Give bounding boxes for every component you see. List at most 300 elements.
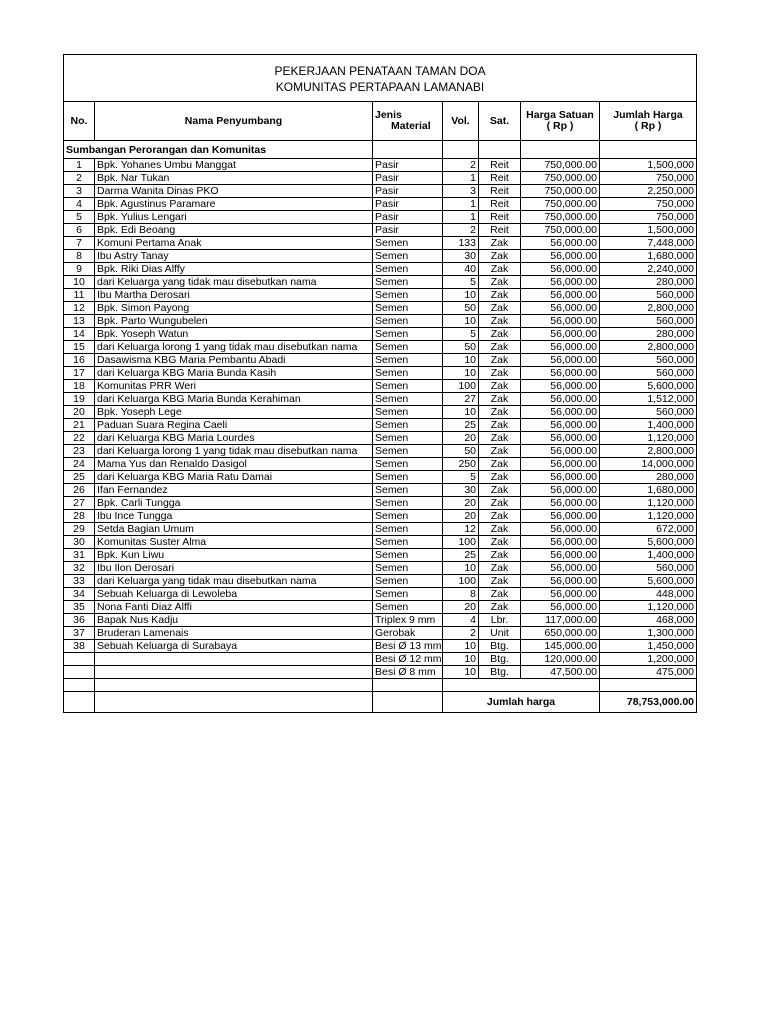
cell-harga-satuan: 56,000.00 xyxy=(521,575,600,588)
cell-no: 38 xyxy=(64,640,95,653)
cell-nama: dari Keluarga lorong 1 yang tidak mau disebutkan nama xyxy=(95,341,373,354)
total-cell-empty xyxy=(373,692,443,713)
cell-harga-satuan: 56,000.00 xyxy=(521,263,600,276)
document-title xyxy=(64,55,697,102)
cell-harga-satuan: 145,000.00 xyxy=(521,640,600,653)
table-row xyxy=(64,224,697,237)
cell-jumlah-harga: 560,000 xyxy=(600,562,697,575)
cell-vol: 100 xyxy=(443,536,479,549)
cell-jenis: Semen xyxy=(373,484,443,497)
cell-harga-satuan: 56,000.00 xyxy=(521,484,600,497)
table-row xyxy=(64,185,697,198)
cell-no: 6 xyxy=(64,224,95,237)
cell-vol: 10 xyxy=(443,289,479,302)
cell-jumlah-harga: 560,000 xyxy=(600,367,697,380)
cell-nama: Bpk. Edi Beoang xyxy=(95,224,373,237)
cell-jenis: Semen xyxy=(373,302,443,315)
cell-jenis: Pasir xyxy=(373,172,443,185)
cell-vol: 12 xyxy=(443,523,479,536)
cell-jumlah-harga: 1,400,000 xyxy=(600,549,697,562)
total-value: 78,753,000.00 xyxy=(600,692,697,713)
cell-nama: Komunitas Suster Alma xyxy=(95,536,373,549)
cell-jenis: Semen xyxy=(373,315,443,328)
cell-harga-satuan: 56,000.00 xyxy=(521,406,600,419)
cell-jumlah-harga: 1,120,000 xyxy=(600,510,697,523)
cell-vol: 20 xyxy=(443,497,479,510)
cell-vol: 20 xyxy=(443,510,479,523)
title-line-1: PEKERJAAN PENATAAN TAMAN DOA xyxy=(274,64,486,78)
cell-jenis: Semen xyxy=(373,536,443,549)
cell-jenis: Semen xyxy=(373,549,443,562)
cell-harga-satuan: 120,000.00 xyxy=(521,653,600,666)
cell-sat: Zak xyxy=(479,510,521,523)
cell-vol: 20 xyxy=(443,432,479,445)
cell-vol: 100 xyxy=(443,380,479,393)
cell-nama: Bpk. Yoseph Lege xyxy=(95,406,373,419)
header-material: Material xyxy=(391,120,431,132)
cell-harga-satuan: 56,000.00 xyxy=(521,549,600,562)
cell-no: 28 xyxy=(64,510,95,523)
cell-harga-satuan: 750,000.00 xyxy=(521,185,600,198)
cell-harga-satuan: 56,000.00 xyxy=(521,445,600,458)
cell-jenis: Triplex 9 mm xyxy=(373,614,443,627)
cell-jumlah-harga: 1,200,000 xyxy=(600,653,697,666)
cell-sat: Reit xyxy=(479,185,521,198)
table-row xyxy=(64,315,697,328)
cell-jumlah-harga: 1,450,000 xyxy=(600,640,697,653)
cell-no: 19 xyxy=(64,393,95,406)
table-row xyxy=(64,393,697,406)
cell-jumlah-harga: 448,000 xyxy=(600,588,697,601)
blank-row xyxy=(64,679,697,692)
cell-jenis: Semen xyxy=(373,237,443,250)
cell-vol: 50 xyxy=(443,445,479,458)
cell-no: 7 xyxy=(64,237,95,250)
total-cell-empty xyxy=(95,692,373,713)
cell-nama: dari Keluarga lorong 1 yang tidak mau disebutkan nama xyxy=(95,445,373,458)
cell-jumlah-harga: 2,800,000 xyxy=(600,445,697,458)
cell-harga-satuan: 56,000.00 xyxy=(521,419,600,432)
table-row xyxy=(64,497,697,510)
cell-jumlah-harga: 7,448,000 xyxy=(600,237,697,250)
cell-harga-satuan: 650,000.00 xyxy=(521,627,600,640)
cell-harga-satuan: 750,000.00 xyxy=(521,172,600,185)
cell-jumlah-harga: 5,600,000 xyxy=(600,380,697,393)
cell-nama: Ibu Martha Derosari xyxy=(95,289,373,302)
cell-vol: 4 xyxy=(443,614,479,627)
cell-sat: Reit xyxy=(479,211,521,224)
cell-harga-satuan: 750,000.00 xyxy=(521,198,600,211)
cell-jenis: Semen xyxy=(373,601,443,614)
cell-jumlah-harga: 1,120,000 xyxy=(600,497,697,510)
cell-harga-satuan: 56,000.00 xyxy=(521,315,600,328)
section-cell-empty xyxy=(600,141,697,159)
cell-jenis: Semen xyxy=(373,445,443,458)
cell-jumlah-harga: 2,800,000 xyxy=(600,341,697,354)
cell-vol: 2 xyxy=(443,627,479,640)
section-cell-empty xyxy=(521,141,600,159)
cell-sat: Zak xyxy=(479,484,521,497)
cell-vol: 10 xyxy=(443,562,479,575)
cell-jumlah-harga: 1,512,000 xyxy=(600,393,697,406)
cell-nama: Bpk. Carli Tungga xyxy=(95,497,373,510)
cell-jenis: Semen xyxy=(373,250,443,263)
cell-sat: Zak xyxy=(479,367,521,380)
table-row xyxy=(64,419,697,432)
table-row xyxy=(64,367,697,380)
spreadsheet xyxy=(63,54,696,713)
cell-no: 35 xyxy=(64,601,95,614)
cell-jenis: Pasir xyxy=(373,211,443,224)
cell-vol: 5 xyxy=(443,328,479,341)
table-row xyxy=(64,575,697,588)
cell-jumlah-harga: 750,000 xyxy=(600,172,697,185)
cell-nama: Sebuah Keluarga di Surabaya xyxy=(95,640,373,653)
section-cell-empty xyxy=(479,141,521,159)
section-label: Sumbangan Perorangan dan Komunitas xyxy=(64,141,373,159)
cell-no: 25 xyxy=(64,471,95,484)
cell-jumlah-harga: 560,000 xyxy=(600,406,697,419)
table-row xyxy=(64,627,697,640)
donation-table xyxy=(63,54,697,713)
cell-nama: dari Keluarga yang tidak mau disebutkan nama xyxy=(95,276,373,289)
table-row xyxy=(64,562,697,575)
cell-vol: 30 xyxy=(443,484,479,497)
cell-jenis: Semen xyxy=(373,458,443,471)
blank-cell xyxy=(373,679,443,692)
cell-vol: 5 xyxy=(443,471,479,484)
table-row xyxy=(64,198,697,211)
cell-harga-satuan: 56,000.00 xyxy=(521,237,600,250)
cell-sat: Zak xyxy=(479,562,521,575)
cell-harga-satuan: 56,000.00 xyxy=(521,471,600,484)
cell-nama: Bpk. Parto Wungubelen xyxy=(95,315,373,328)
cell-nama: Bpk. Riki Dias Alffy xyxy=(95,263,373,276)
cell-jumlah-harga: 5,600,000 xyxy=(600,536,697,549)
cell-vol: 20 xyxy=(443,601,479,614)
section-cell-empty xyxy=(443,141,479,159)
header-nama: Nama Penyumbang xyxy=(95,102,373,141)
cell-nama: Bruderan Lamenais xyxy=(95,627,373,640)
cell-sat: Zak xyxy=(479,419,521,432)
cell-vol: 3 xyxy=(443,185,479,198)
cell-jenis: Semen xyxy=(373,406,443,419)
cell-harga-satuan: 56,000.00 xyxy=(521,354,600,367)
header-jenis-material xyxy=(373,102,443,141)
header-harga-satuan-label: Harga Satuan xyxy=(526,109,594,121)
cell-no: 8 xyxy=(64,250,95,263)
cell-harga-satuan: 56,000.00 xyxy=(521,536,600,549)
cell-vol: 1 xyxy=(443,172,479,185)
cell-no xyxy=(64,653,95,666)
cell-vol: 50 xyxy=(443,302,479,315)
table-row xyxy=(64,523,697,536)
cell-nama: Bpk. Yohanes Umbu Manggat xyxy=(95,159,373,172)
cell-no: 12 xyxy=(64,302,95,315)
cell-sat: Zak xyxy=(479,341,521,354)
cell-nama: Darma Wanita Dinas PKO xyxy=(95,185,373,198)
cell-jenis: Semen xyxy=(373,510,443,523)
cell-nama xyxy=(95,653,373,666)
cell-nama: dari Keluarga yang tidak mau disebutkan nama xyxy=(95,575,373,588)
cell-sat: Zak xyxy=(479,497,521,510)
table-row xyxy=(64,237,697,250)
cell-harga-satuan: 56,000.00 xyxy=(521,302,600,315)
cell-jumlah-harga: 1,680,000 xyxy=(600,250,697,263)
cell-sat: Reit xyxy=(479,224,521,237)
table-row xyxy=(64,211,697,224)
section-row xyxy=(64,141,697,159)
cell-jumlah-harga: 1,400,000 xyxy=(600,419,697,432)
cell-sat: Zak xyxy=(479,315,521,328)
cell-jumlah-harga: 280,000 xyxy=(600,471,697,484)
cell-vol: 10 xyxy=(443,653,479,666)
cell-jumlah-harga: 2,250,000 xyxy=(600,185,697,198)
cell-jenis: Semen xyxy=(373,328,443,341)
total-label: Jumlah harga xyxy=(443,692,600,713)
cell-jenis: Semen xyxy=(373,419,443,432)
cell-harga-satuan: 56,000.00 xyxy=(521,523,600,536)
header-jumlah-harga-unit: ( Rp ) xyxy=(634,120,662,132)
header-jumlah-harga-label: Jumlah Harga xyxy=(613,109,683,121)
cell-harga-satuan: 56,000.00 xyxy=(521,510,600,523)
cell-no: 32 xyxy=(64,562,95,575)
cell-jumlah-harga: 1,120,000 xyxy=(600,432,697,445)
cell-jumlah-harga: 1,500,000 xyxy=(600,224,697,237)
cell-vol: 40 xyxy=(443,263,479,276)
cell-sat: Zak xyxy=(479,523,521,536)
table-row xyxy=(64,328,697,341)
header-sat: Sat. xyxy=(479,102,521,141)
cell-harga-satuan: 56,000.00 xyxy=(521,497,600,510)
cell-no: 9 xyxy=(64,263,95,276)
cell-sat: Btg. xyxy=(479,653,521,666)
cell-no: 24 xyxy=(64,458,95,471)
table-row xyxy=(64,159,697,172)
cell-no: 18 xyxy=(64,380,95,393)
cell-no: 29 xyxy=(64,523,95,536)
cell-nama: Ibu Ilon Derosari xyxy=(95,562,373,575)
cell-sat: Zak xyxy=(479,289,521,302)
cell-harga-satuan: 56,000.00 xyxy=(521,276,600,289)
cell-jumlah-harga: 1,500,000 xyxy=(600,159,697,172)
cell-nama: dari Keluarga KBG Maria Ratu Damai xyxy=(95,471,373,484)
cell-vol: 8 xyxy=(443,588,479,601)
cell-sat: Btg. xyxy=(479,640,521,653)
cell-sat: Zak xyxy=(479,536,521,549)
table-row xyxy=(64,445,697,458)
cell-harga-satuan: 56,000.00 xyxy=(521,562,600,575)
cell-no: 34 xyxy=(64,588,95,601)
cell-nama: Setda Bagian Umum xyxy=(95,523,373,536)
cell-nama: Bpk. Simon Payong xyxy=(95,302,373,315)
cell-sat: Btg. xyxy=(479,666,521,679)
cell-jenis: Besi Ø 12 mm xyxy=(373,653,443,666)
cell-jenis: Semen xyxy=(373,341,443,354)
cell-sat: Zak xyxy=(479,601,521,614)
table-row xyxy=(64,458,697,471)
cell-jenis: Besi Ø 13 mm xyxy=(373,640,443,653)
cell-no: 2 xyxy=(64,172,95,185)
cell-harga-satuan: 56,000.00 xyxy=(521,588,600,601)
cell-nama xyxy=(95,666,373,679)
cell-nama: Ibu Ince Tungga xyxy=(95,510,373,523)
table-row xyxy=(64,601,697,614)
cell-vol: 133 xyxy=(443,237,479,250)
cell-vol: 10 xyxy=(443,666,479,679)
cell-nama: Paduan Suara Regina Caeli xyxy=(95,419,373,432)
blank-cell xyxy=(600,679,697,692)
cell-jumlah-harga: 2,240,000 xyxy=(600,263,697,276)
cell-sat: Zak xyxy=(479,328,521,341)
cell-nama: Mama Yus dan Renaldo Dasigol xyxy=(95,458,373,471)
cell-jenis: Semen xyxy=(373,367,443,380)
table-row xyxy=(64,341,697,354)
cell-jumlah-harga: 560,000 xyxy=(600,354,697,367)
table-row xyxy=(64,510,697,523)
table-row xyxy=(64,640,697,653)
cell-vol: 250 xyxy=(443,458,479,471)
cell-vol: 1 xyxy=(443,211,479,224)
cell-nama: Komuni Pertama Anak xyxy=(95,237,373,250)
cell-sat: Zak xyxy=(479,237,521,250)
cell-sat: Reit xyxy=(479,198,521,211)
cell-sat: Zak xyxy=(479,406,521,419)
cell-jenis: Semen xyxy=(373,471,443,484)
cell-vol: 2 xyxy=(443,224,479,237)
cell-nama: Ifan Fernandez xyxy=(95,484,373,497)
header-jenis: Jenis xyxy=(375,109,402,121)
title-line-2: KOMUNITAS PERTAPAAN LAMANABI xyxy=(275,80,485,94)
cell-harga-satuan: 56,000.00 xyxy=(521,328,600,341)
cell-no: 11 xyxy=(64,289,95,302)
cell-jenis: Pasir xyxy=(373,159,443,172)
cell-no: 13 xyxy=(64,315,95,328)
cell-nama: Bpk. Yulius Lengari xyxy=(95,211,373,224)
header-harga-satuan xyxy=(521,102,600,141)
cell-no: 23 xyxy=(64,445,95,458)
table-row xyxy=(64,666,697,679)
cell-vol: 10 xyxy=(443,354,479,367)
cell-sat: Zak xyxy=(479,302,521,315)
cell-no: 16 xyxy=(64,354,95,367)
cell-sat: Zak xyxy=(479,263,521,276)
cell-no: 37 xyxy=(64,627,95,640)
table-row xyxy=(64,614,697,627)
total-row xyxy=(64,692,697,713)
cell-no: 3 xyxy=(64,185,95,198)
cell-jumlah-harga: 468,000 xyxy=(600,614,697,627)
cell-no: 30 xyxy=(64,536,95,549)
header-vol: Vol. xyxy=(443,102,479,141)
cell-jenis: Semen xyxy=(373,588,443,601)
header-row xyxy=(64,102,697,141)
table-row xyxy=(64,354,697,367)
cell-nama: Nona Fanti Diaz Alffi xyxy=(95,601,373,614)
blank-cell xyxy=(95,679,373,692)
cell-sat: Lbr. xyxy=(479,614,521,627)
cell-jumlah-harga: 280,000 xyxy=(600,328,697,341)
cell-harga-satuan: 56,000.00 xyxy=(521,432,600,445)
cell-jenis: Semen xyxy=(373,263,443,276)
cell-sat: Reit xyxy=(479,172,521,185)
table-row xyxy=(64,588,697,601)
cell-jumlah-harga: 1,680,000 xyxy=(600,484,697,497)
header-harga-satuan-unit: ( Rp ) xyxy=(546,120,574,132)
section-cell-empty xyxy=(373,141,443,159)
cell-jumlah-harga: 5,600,000 xyxy=(600,575,697,588)
cell-no: 31 xyxy=(64,549,95,562)
cell-no: 27 xyxy=(64,497,95,510)
cell-nama: Bpk. Yoseph Watun xyxy=(95,328,373,341)
cell-jenis: Besi Ø 8 mm xyxy=(373,666,443,679)
cell-harga-satuan: 750,000.00 xyxy=(521,224,600,237)
cell-vol: 1 xyxy=(443,198,479,211)
table-row xyxy=(64,484,697,497)
cell-jenis: Gerobak xyxy=(373,627,443,640)
cell-jenis: Semen xyxy=(373,523,443,536)
table-row xyxy=(64,250,697,263)
cell-sat: Unit xyxy=(479,627,521,640)
cell-sat: Zak xyxy=(479,276,521,289)
cell-sat: Zak xyxy=(479,471,521,484)
cell-jenis: Semen xyxy=(373,380,443,393)
cell-sat: Zak xyxy=(479,380,521,393)
cell-harga-satuan: 56,000.00 xyxy=(521,341,600,354)
cell-harga-satuan: 750,000.00 xyxy=(521,159,600,172)
cell-jenis: Semen xyxy=(373,432,443,445)
cell-jumlah-harga: 280,000 xyxy=(600,276,697,289)
cell-no: 5 xyxy=(64,211,95,224)
cell-harga-satuan: 47,500.00 xyxy=(521,666,600,679)
table-row xyxy=(64,549,697,562)
cell-vol: 5 xyxy=(443,276,479,289)
table-row xyxy=(64,263,697,276)
cell-no: 10 xyxy=(64,276,95,289)
cell-jenis: Semen xyxy=(373,575,443,588)
cell-no xyxy=(64,666,95,679)
cell-nama: Bpk. Nar Tukan xyxy=(95,172,373,185)
cell-vol: 2 xyxy=(443,159,479,172)
cell-no: 1 xyxy=(64,159,95,172)
cell-sat: Reit xyxy=(479,159,521,172)
cell-no: 17 xyxy=(64,367,95,380)
cell-jumlah-harga: 2,800,000 xyxy=(600,302,697,315)
cell-nama: Bpk. Agustinus Paramare xyxy=(95,198,373,211)
cell-harga-satuan: 56,000.00 xyxy=(521,601,600,614)
cell-harga-satuan: 117,000.00 xyxy=(521,614,600,627)
table-row xyxy=(64,406,697,419)
cell-vol: 30 xyxy=(443,250,479,263)
cell-vol: 50 xyxy=(443,341,479,354)
table-row xyxy=(64,380,697,393)
cell-jumlah-harga: 672,000 xyxy=(600,523,697,536)
cell-vol: 10 xyxy=(443,315,479,328)
cell-nama: Ibu Astry Tanay xyxy=(95,250,373,263)
cell-jumlah-harga: 750,000 xyxy=(600,198,697,211)
blank-cell xyxy=(443,679,600,692)
cell-sat: Zak xyxy=(479,250,521,263)
cell-harga-satuan: 56,000.00 xyxy=(521,458,600,471)
table-row xyxy=(64,289,697,302)
cell-jenis: Semen xyxy=(373,562,443,575)
cell-no: 36 xyxy=(64,614,95,627)
header-jumlah-harga xyxy=(600,102,697,141)
table-row xyxy=(64,536,697,549)
cell-jenis: Pasir xyxy=(373,185,443,198)
table-row xyxy=(64,302,697,315)
cell-vol: 10 xyxy=(443,367,479,380)
